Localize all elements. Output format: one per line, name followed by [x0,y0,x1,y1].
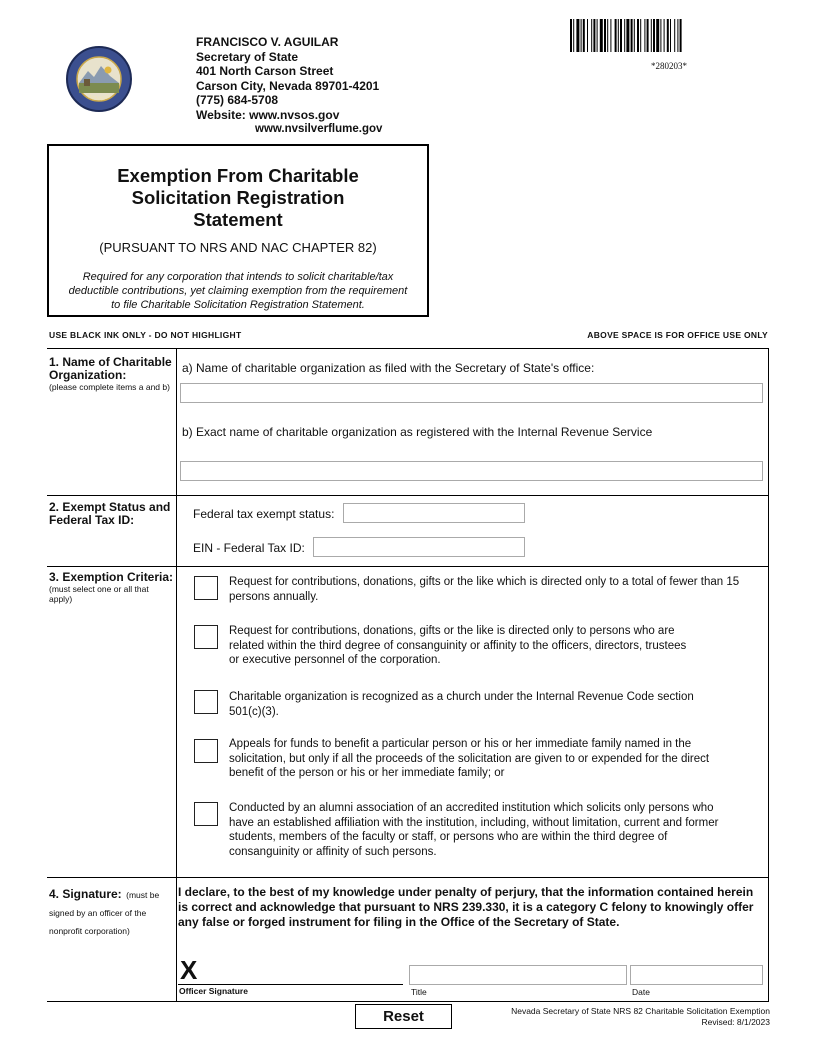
column-divider [176,348,177,1001]
ein-input[interactable] [313,537,525,557]
barcode-bar [624,19,625,52]
signature-x-mark: X [180,955,198,985]
barcode-bar [570,19,572,52]
criteria-checkbox-3[interactable] [194,690,218,714]
barcode-bar [674,19,675,52]
seal-text-top [66,33,132,35]
officer-signature-label: Officer Signature [179,986,248,996]
office-note: ABOVE SPACE IS FOR OFFICE USE ONLY [587,330,768,340]
divider [47,495,769,496]
title-input[interactable] [409,965,627,985]
ein-label: EIN - Federal Tax ID: [193,541,305,555]
footer-form-name: Nevada Secretary of State NRS 82 Charitable Solicitation Exemption [511,1006,770,1016]
title-label: Title [411,987,427,997]
barcode-bar [581,19,582,52]
org-name-sos-input[interactable] [180,383,763,403]
barcode-bar [593,19,595,52]
divider [47,566,769,567]
barcode-bar [653,19,655,52]
header-address [196,35,379,122]
form-title: Exemption From Charitable Solicitation Registration Statement [117,165,359,230]
section-1-header [49,356,174,392]
ink-note: USE BLACK INK ONLY - DO NOT HIGHLIGHT [49,330,242,340]
barcode-bar [631,19,633,52]
barcode-bar [626,19,629,52]
seal-text-bottom: NEVADA [87,94,111,103]
criteria-text-4: Appeals for funds to benefit a particular person or his or her immediate family named in the solicitation, but only if all the proceeds of the solicitation are given to or expended for the direct benefit of the person or his or her immediate family; or [229,738,710,779]
section-2-title: 2. Exempt Status and Federal Tax ID: [49,500,171,527]
section-3-note: (must select one or all that apply) [49,584,149,604]
org-name-irs-label: b) Exact name of charitable organization as registered with the Internal Revenue Service [182,425,653,439]
barcode-bar [591,19,592,52]
title-box [47,144,429,317]
footer-info [511,1006,770,1028]
reset-button[interactable]: Reset [355,1004,452,1029]
barcode-bar [677,19,678,52]
date-label: Date [632,987,650,997]
barcode [570,19,768,52]
barcode-bar [615,19,617,52]
barcode-bar [597,19,598,52]
section-4-note: (must be signed by an officer of the nonprofit corporation) [49,890,160,936]
barcode-bar [618,19,619,52]
barcode-bar [644,19,645,52]
criteria-text-5: Conducted by an alumni association of an accredited institution which solicits only persons who have an established affiliation with the institution, including, without limitation, current and former students, members of the faculty or staff, or persons who are within the third degree of consanguinity or affinity of such persons. [229,802,719,858]
org-name-irs-input[interactable] [180,461,763,481]
barcode-bar [670,19,671,52]
section-4-title: 4. Signature: [49,887,122,901]
section-3-header [49,571,174,604]
section-1-title: 1. Name of Charitable Organization: [49,355,172,382]
website-silverflume: www.nvsilverflume.gov [255,123,383,135]
barcode-bar [647,19,649,52]
criteria-text-2: Request for contributions, donations, gifts or the like is directed only to persons who are related within the third degree of consanguinity or affinity to the officers, directors, trustees or executive personnel of the corporation. [229,625,687,666]
barcode-bar [664,19,665,52]
criteria-checkbox-1[interactable] [194,576,218,600]
signature-line[interactable] [178,984,403,985]
footer-revised: Revised: 8/1/2023 [701,1017,770,1027]
barcode-bar [607,19,608,52]
address-city: Carson City, Nevada 89701-4201 [196,78,380,93]
barcode-bar [573,19,574,52]
form-subtitle: (PURSUANT TO NRS AND NAC CHAPTER 82) [99,240,377,255]
tax-exempt-status-label: Federal tax exempt status: [193,507,335,521]
criteria-text-1: Request for contributions, donations, gifts or the like which is directed only to a total of fewer than 15 persons annually. [229,576,740,603]
barcode-bar [651,19,652,52]
barcode-bar [667,19,669,52]
barcode-bar [600,19,603,52]
tax-exempt-status-input[interactable] [343,503,525,523]
barcode-number: *280203* [651,61,687,71]
barcode-icon [570,19,768,52]
divider [47,1001,769,1002]
phone: (775) 684-5708 [196,93,279,107]
address-street: 401 North Carson Street [196,64,334,78]
secretary-name: FRANCISCO V. AGUILAR [196,35,339,49]
barcode-bar [576,19,579,52]
org-name-sos-label: a) Name of charitable organization as filed with the Secretary of State's office: [182,361,595,375]
barcode-bar [604,19,606,52]
barcode-bar [587,19,588,52]
barcode-bar [640,19,641,52]
barcode-bar [637,19,639,52]
date-input[interactable] [630,965,763,985]
section-4-header [49,885,171,939]
criteria-checkbox-2[interactable] [194,625,218,649]
criteria-checkbox-4[interactable] [194,739,218,763]
criteria-checkbox-5[interactable] [194,802,218,826]
form-description: Required for any corporation that intends to solicit charitable/tax deductible contributions, yet claiming exemption from the requirement to file Charitable Solicitation Registration Statement. [68,271,408,311]
section-3-title: 3. Exemption Criteria: [49,570,174,584]
state-seal-icon [66,33,132,125]
barcode-bar [610,19,611,52]
criteria-text-3: Charitable organization is recognized as a church under the Internal Revenue Code section 501(c)(3). [229,691,694,718]
state-seal [66,33,132,125]
barcode-bar [620,19,622,52]
barcode-bar [656,19,659,52]
right-border [768,348,769,1001]
declaration-text: I declare, to the best of my knowledge under penalty of perjury, that the information contained herein is correct and acknowledge that pursuant to NRS 239.330, it is a category C felony to knowingly offer any false or forged instrument for filing in the Office of the Secretary of State. [178,885,754,929]
divider [47,877,769,878]
barcode-bar [680,19,682,52]
section-1-note: (please complete items a and b) [49,382,170,392]
secretary-role: Secretary of State [196,49,299,64]
barcode-bar [583,19,585,52]
divider [47,348,769,349]
barcode-bar [634,19,635,52]
barcode-bar [660,19,661,52]
website: Website: www.nvsos.gov [196,107,340,122]
